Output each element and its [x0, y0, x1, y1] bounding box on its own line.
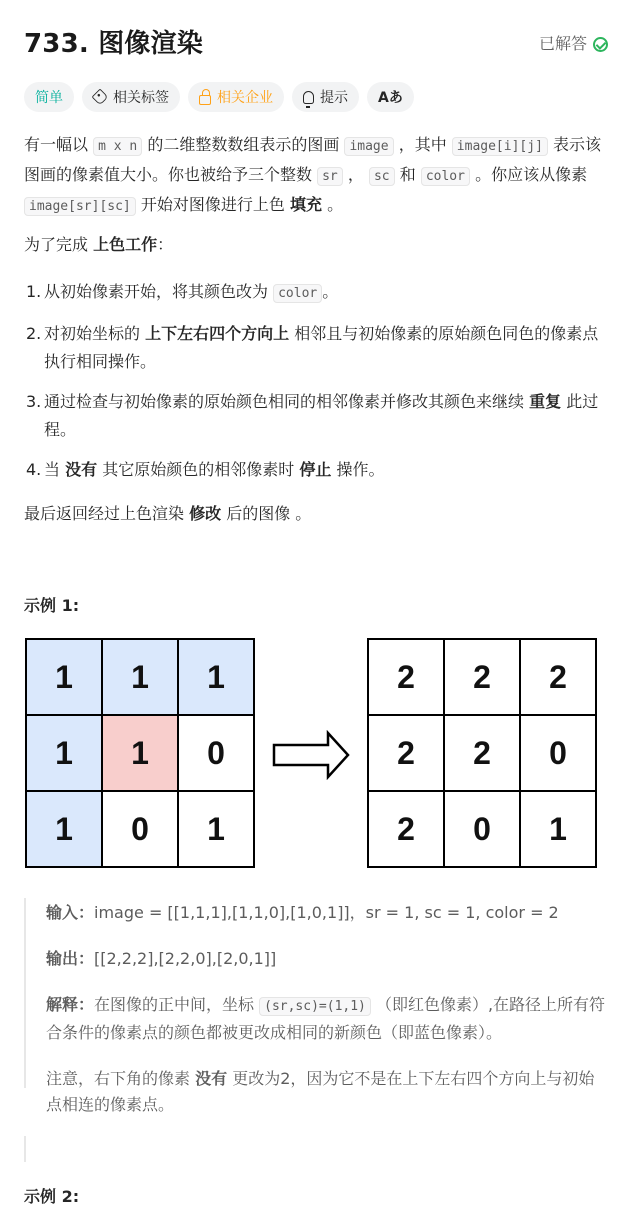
text: 更改为2，因为它不是在上下左右四个方向上与初始点相连的像素点。 — [46, 1069, 595, 1114]
text: 表示该图画的像素值大小。你也被给予三个整数 — [24, 135, 601, 184]
text: 当 — [44, 460, 61, 479]
text: 的二维整数数组表示的图画 — [147, 135, 340, 154]
text: ，其中 — [398, 135, 447, 154]
text: 。 — [322, 282, 339, 301]
list-item — [24, 388, 608, 444]
final-paragraph — [24, 500, 608, 528]
output-label: 输出： — [46, 949, 95, 968]
empty-quote-line — [24, 1136, 608, 1162]
code-color: color — [273, 284, 322, 303]
output-grid-image — [367, 638, 597, 868]
solved-status — [539, 32, 608, 56]
bold-text: 停止 — [299, 460, 332, 479]
input-label: 输入： — [46, 903, 95, 922]
hint-label: 提示 — [320, 90, 348, 106]
grid-cell: 2 — [444, 639, 520, 715]
explain-label: 解释： — [46, 995, 95, 1014]
text: 最后返回经过上色渲染 — [24, 504, 185, 523]
text: 其它原始颜色的相邻像素时 — [102, 460, 295, 479]
topics-label: 相关标签 — [113, 90, 169, 106]
example-explanation — [46, 992, 608, 1046]
coloring-intro — [24, 231, 608, 259]
example-input — [46, 900, 608, 926]
grid-cell: 0 — [102, 791, 178, 867]
tag-bar — [24, 82, 414, 112]
list-item — [24, 278, 608, 308]
translate-icon: Aあ — [378, 90, 403, 106]
text: 和 — [399, 165, 416, 184]
grid-cell: 0 — [444, 791, 520, 867]
hint-button[interactable] — [292, 82, 359, 112]
example-1-block — [24, 898, 608, 1114]
grid-cell: 1 — [178, 639, 254, 715]
text: 有一幅以 — [24, 135, 89, 154]
example-output — [46, 946, 608, 972]
grid-cell: 0 — [178, 715, 254, 791]
text: 从初始像素开始，将其颜色改为 — [44, 282, 269, 301]
text: 。 — [327, 195, 344, 214]
right-arrow-icon — [272, 730, 352, 780]
code-image-sr-sc: image[sr][sc] — [24, 197, 136, 216]
grid-cell: 2 — [368, 639, 444, 715]
text: ， — [347, 165, 364, 184]
step-number: 1. — [26, 282, 42, 301]
text: 后的图像 。 — [226, 504, 312, 523]
topics-tag-button[interactable] — [82, 82, 180, 112]
text: （即红色像素）,在路径上所有符合条件的像素点的颜色都被更改成相同的新颜色（即蓝色像素）。 — [46, 995, 606, 1042]
title-row — [24, 26, 608, 62]
code-image-ij: image[i][j] — [452, 137, 548, 156]
text: 在图像的正中间，坐标 — [94, 995, 255, 1014]
steps-list — [24, 278, 608, 484]
solved-label: 已解答 — [538, 34, 587, 53]
input-value: image = [[1,1,1],[1,1,0],[1,0,1]]，sr = 1, sc = 1, color = 2 — [94, 903, 559, 922]
grid-cell: 1 — [102, 715, 178, 791]
intro-paragraph — [24, 131, 608, 221]
lightbulb-icon — [303, 91, 314, 104]
grid-cell: 2 — [444, 715, 520, 791]
text: 操作。 — [336, 460, 385, 479]
grid-cell: 1 — [178, 791, 254, 867]
translate-button[interactable] — [367, 82, 414, 112]
bold-text: 重复 — [529, 392, 562, 411]
code-image: image — [344, 137, 393, 156]
lock-icon — [199, 95, 211, 105]
bold-text: 没有 — [195, 1069, 228, 1088]
check-circle-icon — [593, 37, 608, 52]
grid-cell: 1 — [26, 791, 102, 867]
grid-cell: 2 — [368, 791, 444, 867]
code-sc: sc — [369, 167, 395, 186]
bold-text: 没有 — [65, 460, 98, 479]
tag-icon — [92, 89, 109, 106]
text: 开始对图像进行上色 — [140, 195, 285, 214]
list-item — [24, 320, 608, 376]
text: 此过程。 — [44, 392, 599, 439]
text: 注意，右下角的像素 — [46, 1069, 191, 1088]
bold-modify: 修改 — [189, 504, 222, 523]
grid-cell: 2 — [520, 639, 596, 715]
difficulty-label: 简单 — [35, 90, 63, 106]
grid-cell: 1 — [102, 639, 178, 715]
code-mn: m x n — [93, 137, 142, 156]
text: 。你应该从像素 — [475, 165, 588, 184]
code-color: color — [421, 167, 470, 186]
difficulty-badge — [24, 82, 74, 112]
step-number: 3. — [26, 392, 42, 411]
companies-label: 相关企业 — [217, 90, 273, 106]
bold-fill: 填充 — [289, 195, 322, 214]
companies-tag-button[interactable] — [188, 82, 284, 112]
text: 相邻且与初始像素的原始颜色同色的像素点执行相同操作。 — [44, 324, 599, 371]
text: ： — [157, 235, 174, 254]
example-note — [46, 1066, 608, 1118]
code-sr: sr — [317, 167, 343, 186]
problem-title[interactable]: 733. 图像渲染 — [24, 29, 204, 59]
code-sr-sc: (sr,sc)=(1,1) — [259, 997, 371, 1016]
text: 通过检查与初始像素的原始颜色相同的相邻像素并修改其颜色来继续 — [44, 392, 525, 411]
example-2-title: 示例 2: — [24, 1187, 80, 1206]
grid-cell: 0 — [520, 715, 596, 791]
bold-coloring-work: 上色工作 — [93, 235, 158, 254]
list-item — [24, 456, 608, 484]
grid-cell: 1 — [520, 791, 596, 867]
grid-cell: 1 — [26, 639, 102, 715]
output-value: [[2,2,2],[2,2,0],[2,0,1]] — [94, 949, 277, 968]
grid-cell: 2 — [368, 715, 444, 791]
text: 为了完成 — [24, 235, 89, 254]
example-1-title: 示例 1: — [24, 596, 80, 615]
step-number: 2. — [26, 324, 42, 343]
input-grid-image — [25, 638, 255, 868]
bold-text: 上下左右四个方向上 — [145, 324, 290, 343]
step-number: 4. — [26, 460, 42, 479]
text: 对初始坐标的 — [44, 324, 141, 343]
grid-cell: 1 — [26, 715, 102, 791]
